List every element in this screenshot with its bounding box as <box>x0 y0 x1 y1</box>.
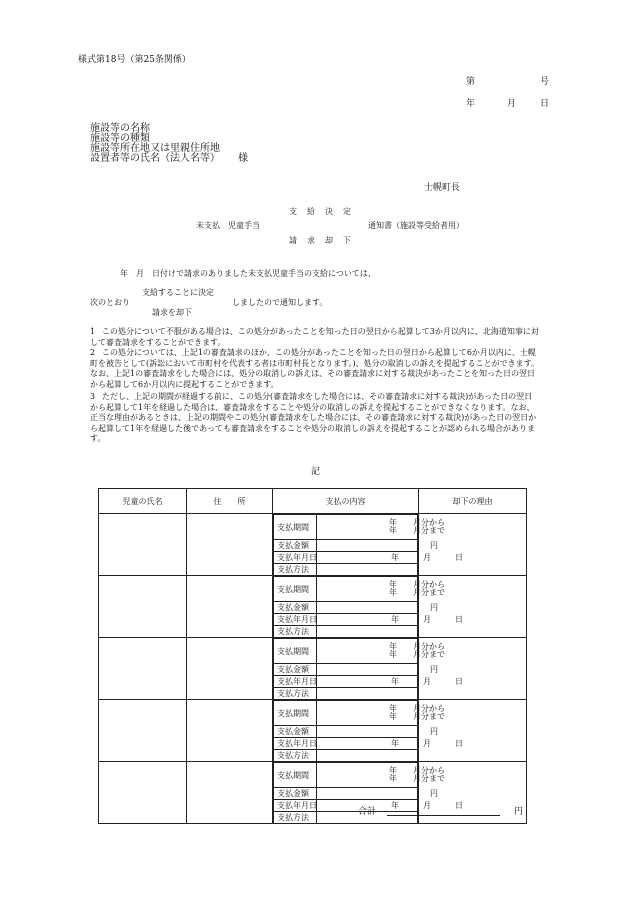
address-cell[interactable] <box>187 638 273 700</box>
addressee-facility-type: 施設等の種類 <box>90 133 150 144</box>
header-address: 住 所 <box>187 489 273 514</box>
table-row <box>99 576 527 638</box>
period-value[interactable] <box>317 515 445 540</box>
date-value[interactable]: 年 月 日 <box>317 800 418 812</box>
addressee-operator-label: 設置者等の氏名（法人名等） <box>90 153 220 164</box>
title-right: 通知書（施設等受給者用） <box>368 221 464 230</box>
period-label: 支払期間 <box>274 701 317 726</box>
period-to: 年 月分まで <box>389 588 445 597</box>
period-from: 年 月分から <box>389 765 445 775</box>
child-name-cell[interactable] <box>99 700 187 762</box>
child-name-cell[interactable] <box>99 514 187 576</box>
method-value[interactable] <box>317 564 418 576</box>
addressee-facility-name: 施設等の名称 <box>90 123 150 134</box>
method-label: 支払方法 <box>274 626 317 638</box>
period-label: 支払期間 <box>274 763 317 788</box>
date-value[interactable]: 年 月 日 <box>317 614 418 626</box>
address-cell[interactable] <box>187 514 273 576</box>
amount-value[interactable]: 円 <box>317 788 418 800</box>
title-left: 未支払 児童手当 <box>196 221 260 230</box>
body-tail: しましたので通知します。 <box>232 298 328 307</box>
body-option-grant: 支給することに決定 <box>142 288 214 297</box>
date-value[interactable]: 年 月 日 <box>317 738 418 750</box>
child-name-cell[interactable] <box>99 762 187 824</box>
period-from: 年 月分から <box>389 579 445 589</box>
amount-label: 支払金額 <box>274 540 317 552</box>
period-value[interactable] <box>317 763 445 788</box>
period-from: 年 月分から <box>389 703 445 713</box>
note-1: 1 この処分について不服がある場合は、この処分があったことを知った日の翌日から起算して3か月以内に、北海道知事に対して審査請求をすることができます。 <box>90 327 539 347</box>
period-value[interactable] <box>317 639 445 664</box>
amount-label: 支払金額 <box>274 726 317 738</box>
title-decision: 支 給 決 定 <box>289 207 352 216</box>
method-value[interactable] <box>317 750 418 762</box>
addressee-location: 施設等所在地又は里親住所地 <box>90 143 220 154</box>
payment-content-cell <box>273 576 463 638</box>
address-cell[interactable] <box>187 762 273 824</box>
table-row <box>99 638 527 700</box>
total-label: 合計 <box>358 807 377 817</box>
total-field[interactable] <box>387 814 500 816</box>
ref-day: 日 <box>540 99 550 109</box>
ref-no-prefix: 第 <box>466 77 476 87</box>
date-label: 支払年月日 <box>274 800 317 812</box>
ref-year: 年 <box>466 99 476 109</box>
period-value[interactable] <box>317 577 445 602</box>
table-row <box>99 700 527 762</box>
child-name-cell[interactable] <box>99 638 187 700</box>
amount-label: 支払金額 <box>274 664 317 676</box>
note-3: 3 ただし、上記の期間が経過する前に、この処分(審査請求をした場合には、その審査請求に対する裁決)があった日の翌日から起算して1年を経過した場合は、審査請求をすることや処分の取消しの訴えを提起することができなくなります。なお、正当な理由があるときは、上記の期間やこの処分(審査請求をした場合には、その審査請求に対する裁決)があった日の翌日から起算して1年を経過した後であっても審査請求をすることや処分の取消しの訴えを提起することが認められる場合があります。 <box>90 392 537 444</box>
ref-no-suffix: 号 <box>540 77 550 87</box>
period-value[interactable] <box>317 701 445 726</box>
period-from: 年 月分から <box>389 517 445 527</box>
date-label: 支払年月日 <box>274 552 317 564</box>
period-from: 年 月分から <box>389 641 445 651</box>
child-name-cell[interactable] <box>99 576 187 638</box>
period-label: 支払期間 <box>274 639 317 664</box>
body-intro: 年 月 日付けで請求のありました未支払児童手当の支給については、 <box>120 269 376 278</box>
body-option-reject: 請求を却下 <box>152 308 192 317</box>
method-label: 支払方法 <box>274 564 317 576</box>
table-row <box>99 514 527 576</box>
date-label: 支払年月日 <box>274 614 317 626</box>
method-label: 支払方法 <box>274 750 317 762</box>
payment-content-cell <box>273 638 463 700</box>
body-lead: 次のとおり <box>90 298 130 307</box>
addressee-operator <box>90 154 248 164</box>
note-2: 2 この処分については、上記1の審査請求のほか、この処分があったことを知った日の翌日から起算して6か月以内に、士幌町を被告として(訴訟において市町村を代表する者は市町村長となります。)、処分の取消しの訴えを提起することができます。なお、上記1の審査請求をした場合には、処分の取消しの訴えは、その審査請求に対する裁決があったことを知った日の翌日から起算して6か月以内に提起することができます。 <box>90 348 539 389</box>
issuer: 士幌町長 <box>424 183 461 193</box>
total-unit: 円 <box>514 807 524 817</box>
form-id: 様式第18号（第25条関係） <box>78 55 191 65</box>
payment-content-cell <box>273 514 463 576</box>
method-label: 支払方法 <box>274 688 317 700</box>
period-to: 年 月分まで <box>389 774 445 783</box>
ki-heading: 記 <box>311 467 321 477</box>
header-payment-content: 支払の内容 <box>273 489 419 514</box>
method-value[interactable] <box>317 626 418 638</box>
header-child-name: 児童の氏名 <box>99 489 187 514</box>
payment-table <box>98 488 527 824</box>
ref-month: 月 <box>507 99 517 109</box>
amount-value[interactable]: 円 <box>317 602 418 614</box>
date-label: 支払年月日 <box>274 676 317 688</box>
amount-label: 支払金額 <box>274 788 317 800</box>
amount-label: 支払金額 <box>274 602 317 614</box>
period-label: 支払期間 <box>274 515 317 540</box>
address-cell[interactable] <box>187 700 273 762</box>
method-label: 支払方法 <box>274 812 317 824</box>
amount-value[interactable]: 円 <box>317 540 418 552</box>
addressee-block <box>90 124 248 164</box>
date-value[interactable]: 年 月 日 <box>317 552 418 564</box>
amount-value[interactable]: 円 <box>317 726 418 738</box>
period-to: 年 月分まで <box>389 526 445 535</box>
date-value[interactable]: 年 月 日 <box>317 676 418 688</box>
method-value[interactable] <box>317 688 418 700</box>
amount-value[interactable]: 円 <box>317 664 418 676</box>
period-to: 年 月分まで <box>389 650 445 659</box>
table-header-row <box>99 489 527 514</box>
addressee-honorific: 様 <box>238 153 248 164</box>
address-cell[interactable] <box>187 576 273 638</box>
date-label: 支払年月日 <box>274 738 317 750</box>
payment-content-cell <box>273 700 463 762</box>
header-rejection-reason: 却下の理由 <box>419 489 527 514</box>
period-to: 年 月分まで <box>389 712 445 721</box>
period-label: 支払期間 <box>274 577 317 602</box>
title-rejection: 請 求 却 下 <box>289 236 352 245</box>
